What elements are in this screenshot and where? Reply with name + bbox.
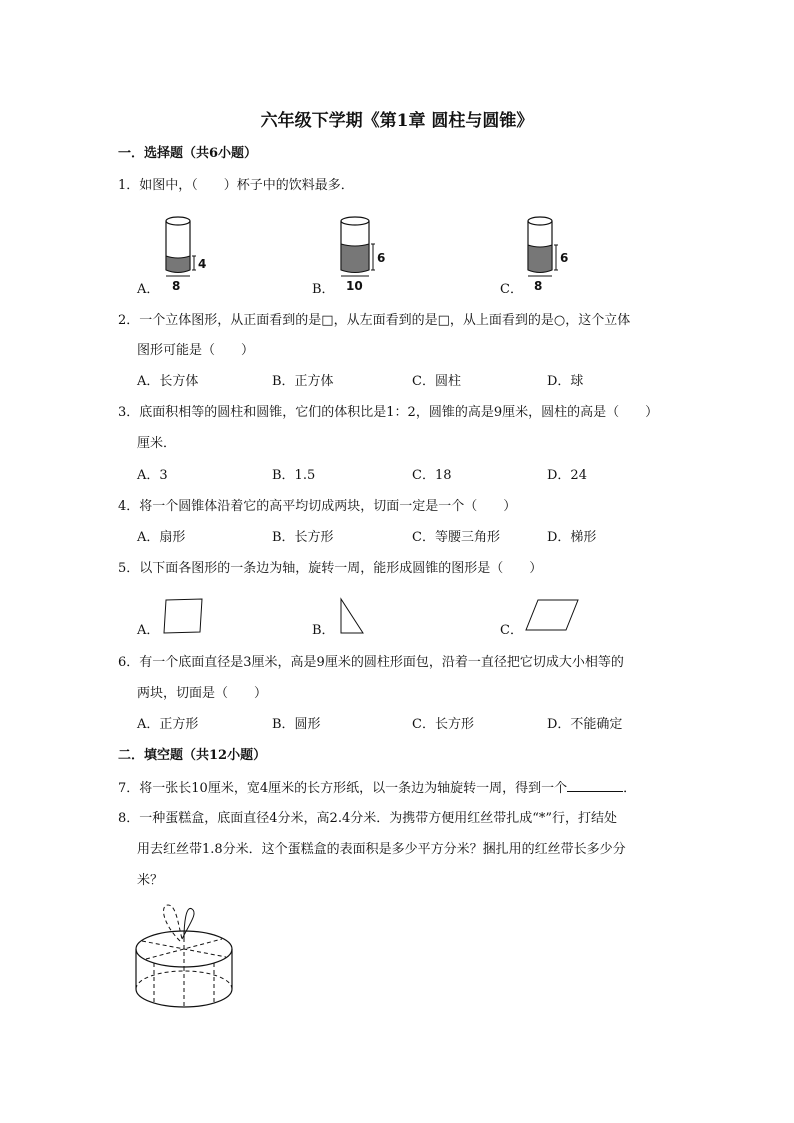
q5-option-a-label: A． [137, 623, 160, 638]
question-8-cont: 用去红丝带1.8分米．这个蛋糕盒的表面积是多少平方分米？捆扎用的红丝带长多少分 [137, 842, 626, 857]
square-shape-figure [162, 598, 204, 636]
cup-b-figure [335, 212, 395, 294]
question-3: 3．底面积相等的圆柱和圆锥，它们的体积比是1：2，圆锥的高是9厘米，圆柱的高是（ ） [118, 405, 659, 420]
cup-a-height-label: 4 [198, 257, 207, 271]
question-3-cont: 厘米． [137, 436, 177, 451]
q5-option-c-label: C． [500, 623, 523, 638]
q3-option-c: C．18 [412, 468, 452, 483]
q4-option-b: B．长方形 [272, 530, 334, 545]
cake-box-figure [132, 903, 247, 1013]
q1-option-b-label: B． [312, 282, 335, 297]
cup-c-width-label: 8 [534, 279, 543, 293]
cup-b-width-label: 10 [346, 279, 363, 293]
cup-c-figure [522, 212, 582, 294]
parallelogram-figure [524, 598, 582, 634]
question-5: 5．以下面各图形的一条边为轴，旋转一周，能形成圆锥的图形是（ ） [118, 561, 543, 576]
answer-blank[interactable] [567, 779, 623, 792]
q6-option-a: A．正方形 [137, 717, 199, 732]
q6-option-b: B．圆形 [272, 717, 321, 732]
question-2: 2．一个立体图形，从正面看到的是□，从左面看到的是□，从上面看到的是○，这个立体 [118, 313, 631, 328]
cup-a-width-label: 8 [172, 279, 181, 293]
q4-option-d: D．梯形 [547, 530, 597, 545]
q2-option-b: B．正方体 [272, 374, 334, 389]
right-triangle-figure [338, 598, 368, 636]
question-4: 4．将一个圆锥体沿着它的高平均切成两块，切面一定是一个（ ） [118, 499, 517, 514]
q4-option-c: C．等腰三角形 [412, 530, 500, 545]
cup-a-figure [160, 212, 220, 294]
section-heading-choice: 一．选择题（共6小题） [118, 146, 258, 161]
cup-b-height-label: 6 [377, 251, 386, 265]
q5-option-b-label: B． [312, 623, 335, 638]
q2-option-a: A．长方体 [137, 374, 199, 389]
question-1: 1．如图中，（ ）杯子中的饮料最多． [118, 178, 354, 193]
q1-option-a-label: A． [137, 282, 160, 297]
q6-option-d: D．不能确定 [547, 717, 623, 732]
q3-option-b: B．1.5 [272, 468, 316, 483]
q1-option-c-label: C． [500, 282, 523, 297]
cup-c-height-label: 6 [560, 251, 569, 265]
question-8: 8．一种蛋糕盒，底面直径4分米，高2.4分米．为携带方便用红丝带扎成“*”行，打结处 [118, 811, 618, 826]
question-7: 7．将一张长10厘米，宽4厘米的长方形纸，以一条边为轴旋转一周，得到一个 ． [118, 781, 637, 796]
question-6: 6．有一个底面直径是3厘米，高是9厘米的圆柱形面包，沿着一直径把它切成大小相等的 [118, 655, 624, 670]
page-title: 六年级下学期《第1章 圆柱与圆锥》 [260, 111, 534, 131]
q3-option-d: D．24 [547, 468, 587, 483]
q2-option-c: C．圆柱 [412, 374, 461, 389]
q3-option-a: A．3 [137, 468, 168, 483]
q2-option-d: D．球 [547, 374, 584, 389]
question-8-cont-2: 米？ [137, 873, 164, 888]
q4-option-a: A．扇形 [137, 530, 186, 545]
question-6-cont: 两块，切面是（ ） [137, 686, 268, 701]
section-heading-fill: 二．填空题（共12小题） [118, 748, 267, 763]
q6-option-c: C．长方形 [412, 717, 474, 732]
question-2-cont: 图形可能是（ ） [137, 343, 255, 358]
